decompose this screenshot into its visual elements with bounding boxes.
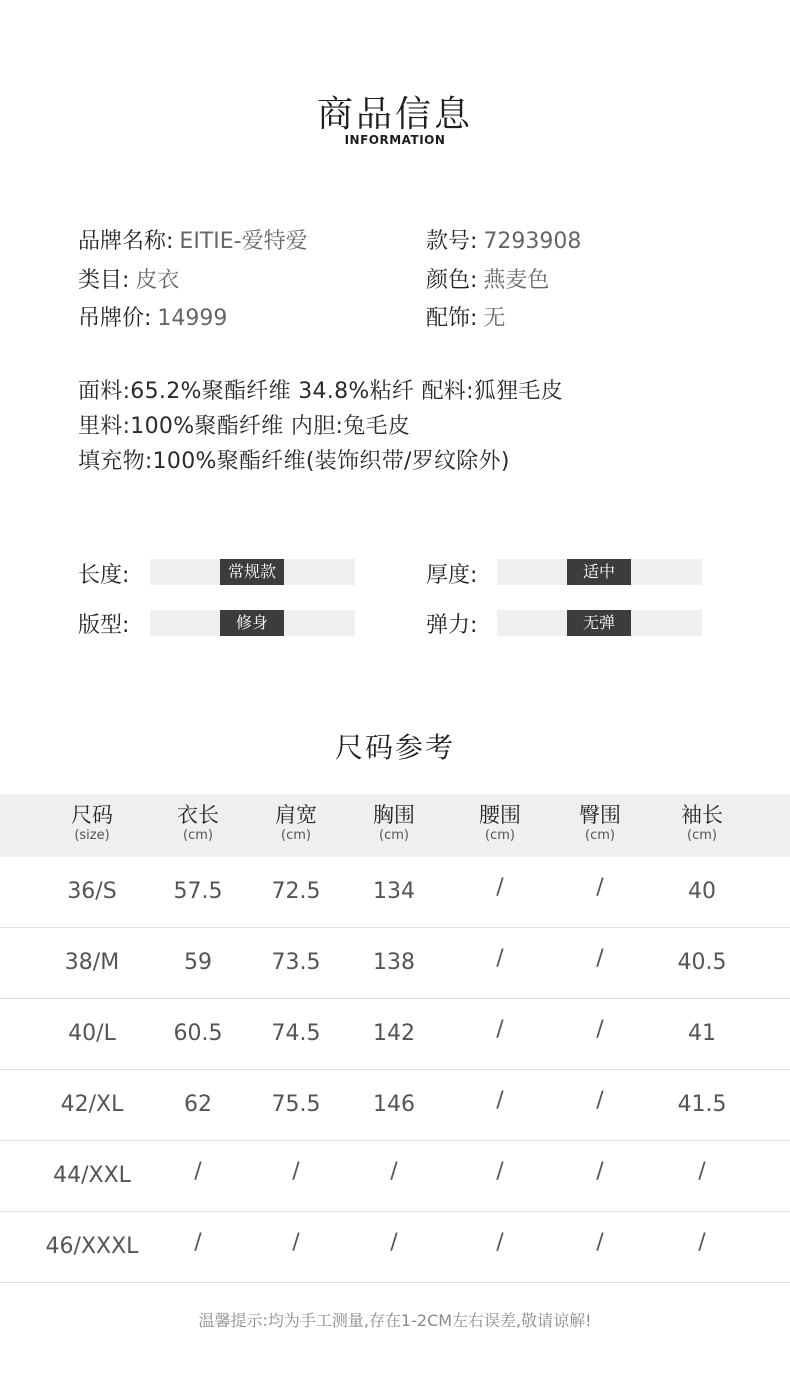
measurement-cell: 134 (373, 879, 415, 904)
material-line-fabric: 面料:65.2%聚酯纤维 34.8%粘纤 配料:狐狸毛皮 (78, 379, 563, 404)
col-sleeve-unit: (cm) (687, 828, 717, 843)
col-hip (545, 802, 655, 844)
measurement-cell: 40.5 (677, 950, 727, 975)
accessory-row (426, 301, 505, 332)
measurement-cell: / (194, 1230, 202, 1255)
col-size-unit: (size) (74, 828, 110, 843)
elasticity-chip: 无弹 (567, 610, 631, 636)
measurement-cell: / (698, 1230, 706, 1255)
measurement-cell: 142 (373, 1021, 415, 1046)
measurement-cell: / (292, 1230, 300, 1255)
elasticity-bar (497, 610, 702, 636)
table-row (0, 1141, 790, 1212)
size-cell: 46/XXXL (45, 1234, 139, 1259)
measurement-cell: / (596, 1017, 604, 1042)
measurement-cell: / (496, 1230, 504, 1255)
page-title: 商品信息 (316, 94, 473, 135)
size-chart-title: 尺码参考 (334, 731, 455, 764)
col-chest (339, 802, 449, 844)
table-row (0, 999, 790, 1070)
brand-row (78, 224, 308, 255)
accessory-value: 无 (483, 306, 506, 331)
price-label: 吊牌价: (78, 306, 152, 331)
measurement-cell: 73.5 (271, 950, 321, 975)
measurement-cell: 40 (688, 879, 716, 904)
size-cell: 44/XXL (53, 1163, 131, 1188)
fit-chip: 修身 (220, 610, 284, 636)
thickness-chip: 适中 (567, 559, 631, 585)
color-label: 颜色: (426, 268, 478, 293)
col-chest-unit: (cm) (379, 828, 409, 843)
size-cell: 42/XL (60, 1092, 124, 1117)
measurement-cell: / (390, 1230, 398, 1255)
thickness-label: 厚度: (426, 563, 478, 588)
measurement-cell: 57.5 (173, 879, 223, 904)
size-table-header (0, 794, 790, 857)
col-shoulder-name: 肩宽 (275, 803, 317, 827)
style-no-value: 7293908 (483, 229, 582, 254)
accessory-label: 配饰: (426, 306, 478, 331)
measurement-cell: 60.5 (173, 1021, 223, 1046)
length-chip: 常规款 (220, 559, 284, 585)
size-cell: 40/L (68, 1021, 116, 1046)
category-label: 类目: (78, 268, 130, 293)
measurement-tip: 温馨提示:均为手工测量,存在1-2CM左右误差,敬请谅解! (198, 1311, 592, 1330)
measurement-cell: 138 (373, 950, 415, 975)
measurement-cell: 72.5 (271, 879, 321, 904)
col-chest-name: 胸围 (373, 803, 415, 827)
col-length (143, 802, 253, 844)
price-row (78, 301, 227, 332)
col-shoulder-unit: (cm) (281, 828, 311, 843)
measurement-cell: / (596, 1230, 604, 1255)
col-size (37, 802, 147, 844)
fit-label: 版型: (78, 613, 130, 638)
measurement-cell: / (390, 1159, 398, 1184)
measurement-cell: 146 (373, 1092, 415, 1117)
elasticity-label: 弹力: (426, 613, 478, 638)
measurement-cell: / (496, 1017, 504, 1042)
table-row (0, 857, 790, 928)
size-cell: 38/M (64, 950, 120, 975)
col-sleeve (647, 802, 757, 844)
price-value: 14999 (157, 306, 228, 331)
measurement-cell: / (496, 1159, 504, 1184)
measurement-cell: / (496, 1088, 504, 1113)
material-line-filling: 填充物:100%聚酯纤维(装饰织带/罗纹除外) (78, 449, 510, 474)
length-label: 长度: (78, 563, 130, 588)
thickness-bar (497, 559, 702, 585)
measurement-cell: 74.5 (271, 1021, 321, 1046)
col-hip-name: 臀围 (579, 803, 621, 827)
measurement-cell: / (292, 1159, 300, 1184)
brand-label: 品牌名称: (78, 229, 174, 254)
col-sleeve-name: 袖长 (681, 803, 723, 827)
col-size-name: 尺码 (71, 803, 113, 827)
size-cell: 36/S (67, 879, 117, 904)
measurement-cell: / (698, 1159, 706, 1184)
measurement-cell: / (596, 1159, 604, 1184)
measurement-cell: 62 (184, 1092, 212, 1117)
measurement-cell: / (496, 946, 504, 971)
style-no-label: 款号: (426, 229, 478, 254)
table-row (0, 1212, 790, 1283)
category-value: 皮衣 (135, 268, 180, 293)
measurement-cell: / (596, 946, 604, 971)
measurement-cell: / (194, 1159, 202, 1184)
col-shoulder (241, 802, 351, 844)
measurement-cell: / (496, 875, 504, 900)
brand-value: EITIE-爱特爱 (179, 229, 308, 254)
length-bar (150, 559, 355, 585)
table-row (0, 928, 790, 999)
col-length-unit: (cm) (183, 828, 213, 843)
category-row (78, 263, 179, 294)
color-value: 燕麦色 (483, 268, 550, 293)
table-row (0, 1070, 790, 1141)
measurement-cell: 41 (688, 1021, 716, 1046)
color-row (426, 263, 549, 294)
col-waist-name: 腰围 (479, 803, 521, 827)
page-subtitle: INFORMATION (344, 133, 446, 147)
col-waist-unit: (cm) (485, 828, 515, 843)
material-line-lining: 里料:100%聚酯纤维 内胆:兔毛皮 (78, 414, 411, 439)
measurement-cell: / (596, 875, 604, 900)
style-no-row (426, 224, 581, 255)
col-hip-unit: (cm) (585, 828, 615, 843)
col-length-name: 衣长 (177, 803, 219, 827)
col-waist (445, 802, 555, 844)
fit-bar (150, 610, 355, 636)
measurement-cell: 41.5 (677, 1092, 727, 1117)
measurement-cell: 75.5 (271, 1092, 321, 1117)
measurement-cell: / (596, 1088, 604, 1113)
measurement-cell: 59 (184, 950, 212, 975)
